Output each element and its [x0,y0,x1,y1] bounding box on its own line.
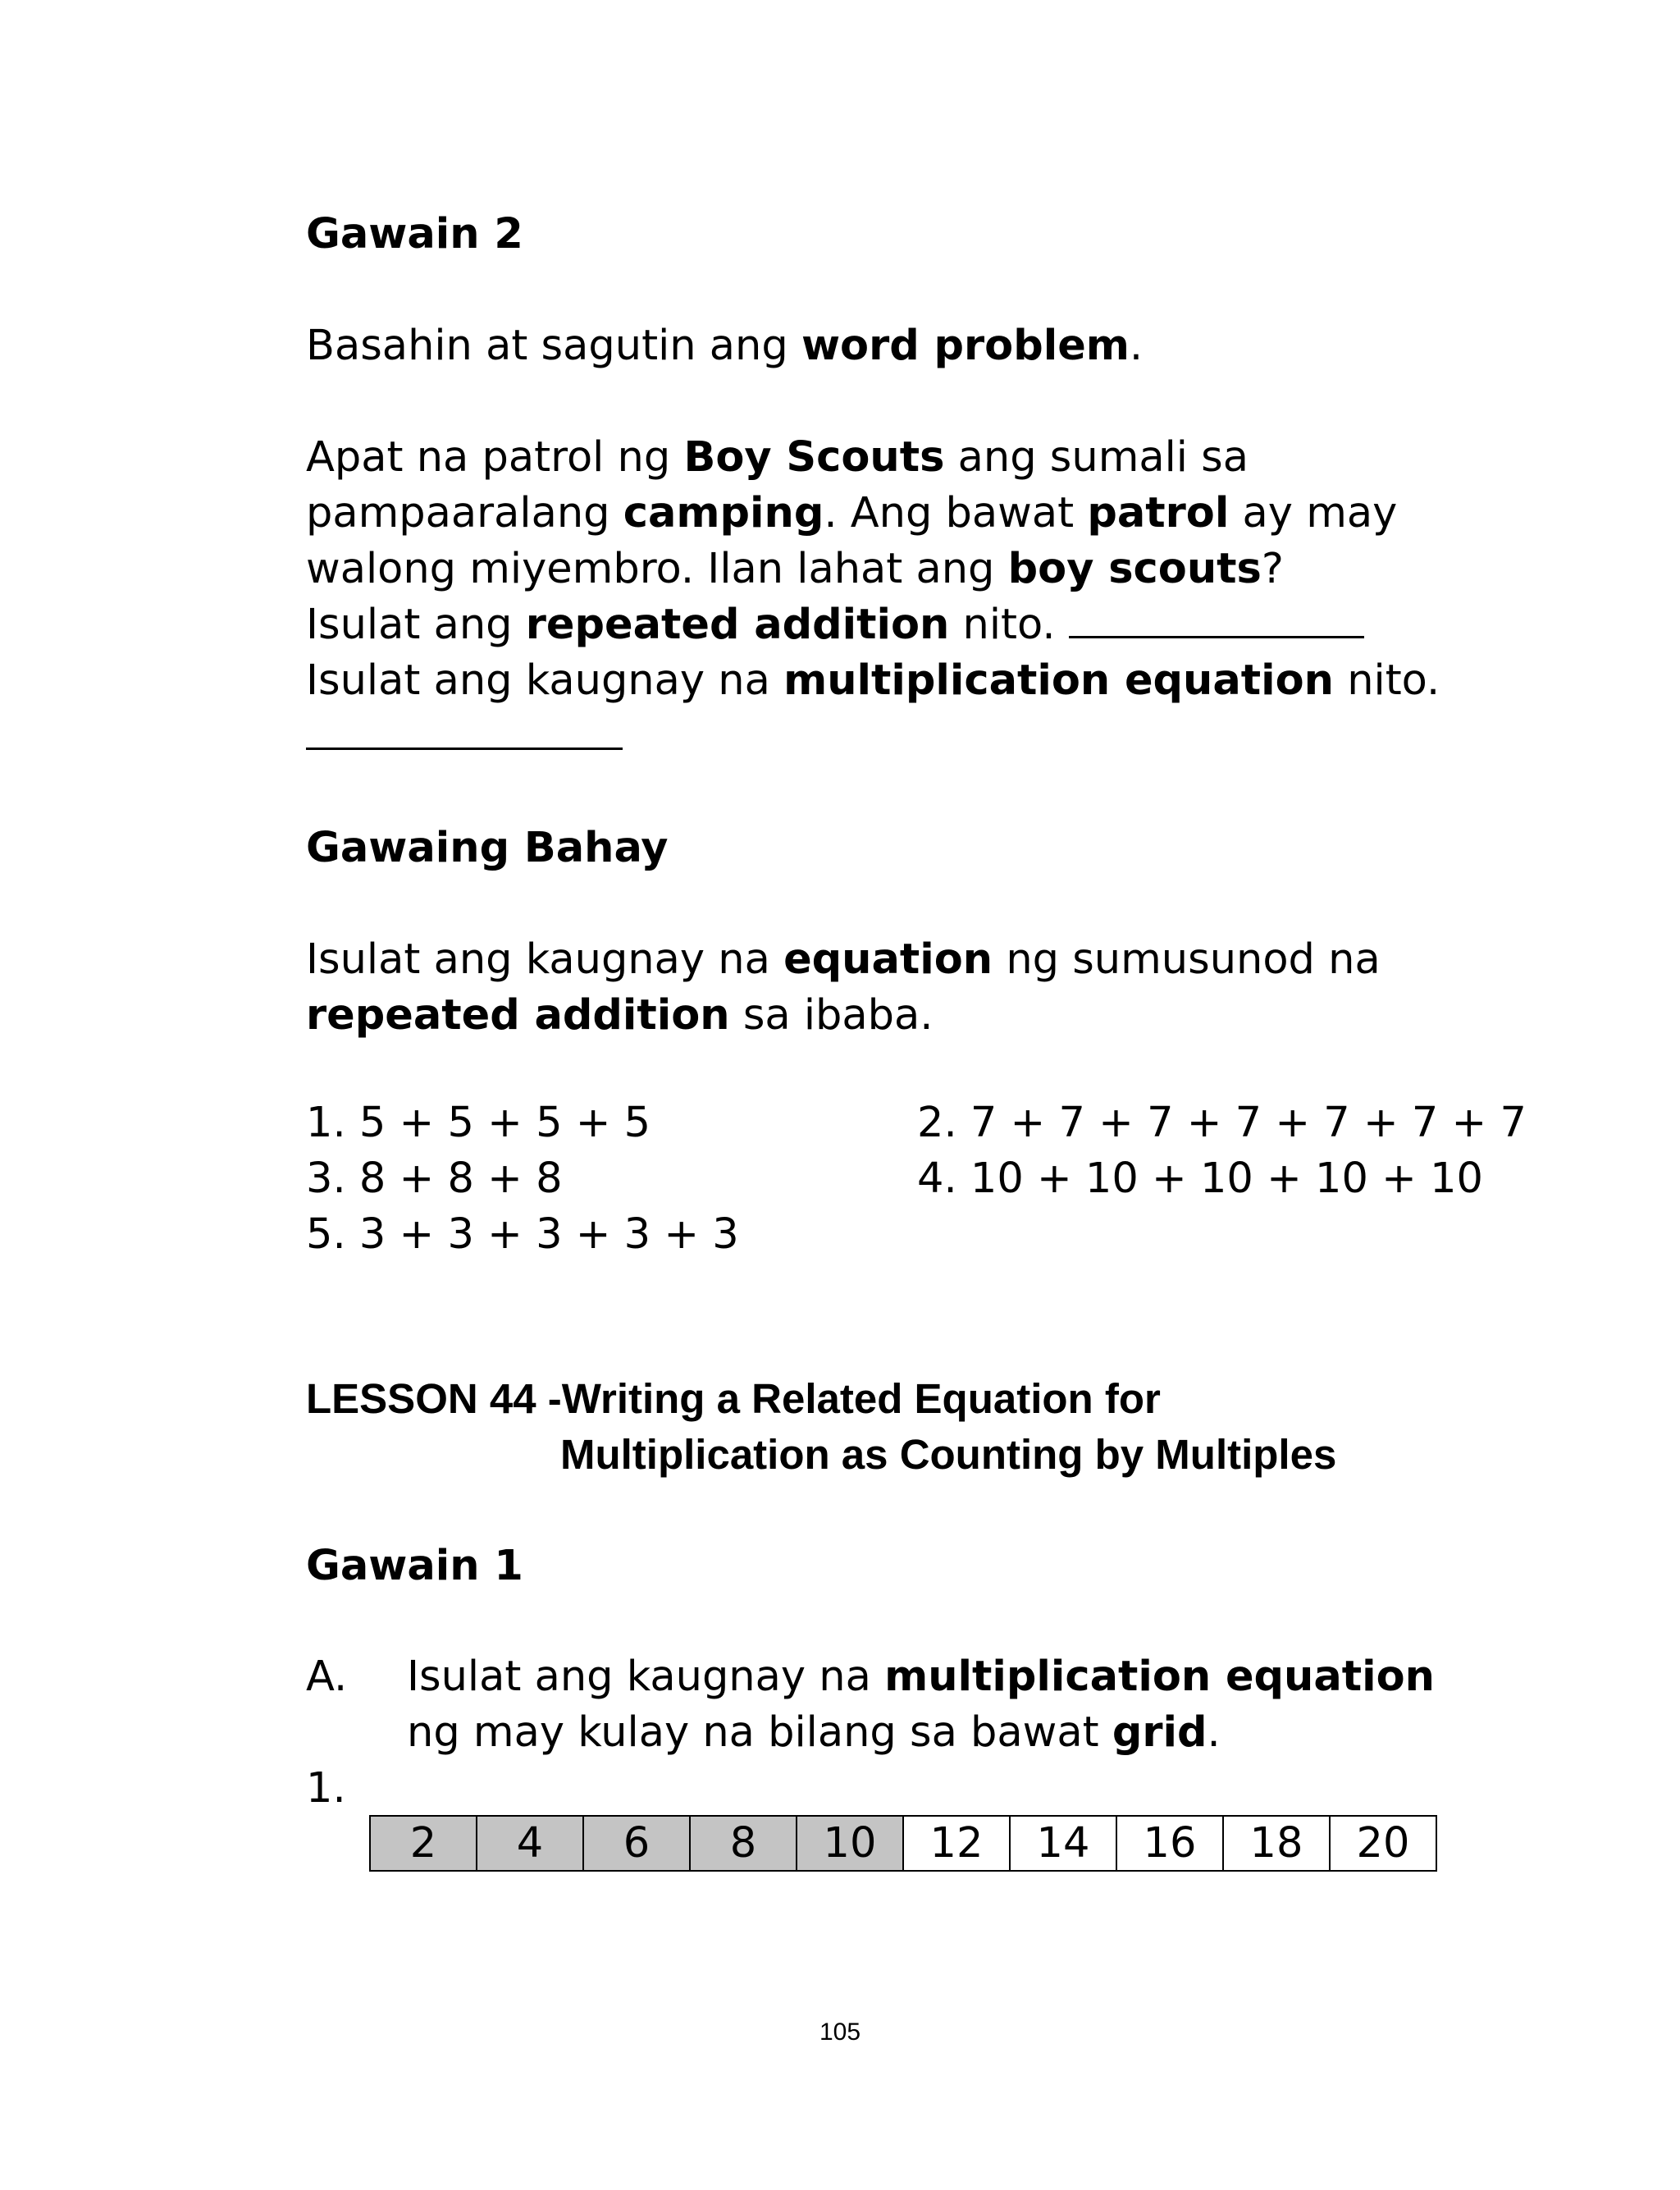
problem-line-4 [306,597,1364,653]
problem-line-2 [306,486,1397,542]
text: ng sumusunod na [993,935,1381,984]
text: Apat na patrol ng [306,433,684,482]
grid-cell: 4 [477,1816,583,1871]
grid-cell: 2 [370,1816,477,1871]
text-bold: patrol [1087,489,1230,537]
equation-item: 2. 7 + 7 + 7 + 7 + 7 + 7 + 7 [917,1099,1527,1147]
lesson-title-line-1: LESSON 44 -Writing a Related Equation for [306,1375,1161,1422]
grid-cell: 20 [1330,1816,1436,1871]
text: nito. [949,601,1069,649]
text: Isulat ang kaugnay na [407,1653,885,1701]
text: . [1129,322,1144,370]
text-bold: Boy Scouts [683,433,945,482]
text: nito. [1333,656,1440,705]
bahay-instruction-line-1 [306,932,1381,988]
gawain-1-heading: Gawain 1 [306,1542,523,1590]
grid-cell: 10 [797,1816,903,1871]
grid-row [370,1816,1436,1871]
text: Isulat ang kaugnay na [306,935,784,984]
grid-cell: 16 [1116,1816,1223,1871]
page-number: 105 [819,2019,861,2046]
grid-cell: 6 [583,1816,690,1871]
text-bold: multiplication equation [783,656,1334,705]
problem-line-6 [306,709,623,765]
gawain-2-heading: Gawain 2 [306,210,523,258]
text-bold: repeated addition [525,601,950,649]
problem-line-1 [306,430,1249,486]
text: ng may kulay na bilang sa bawat [407,1708,1112,1757]
bahay-instruction-line-2 [306,988,934,1044]
number-grid [369,1815,1437,1872]
text: . Ang bawat [824,489,1088,537]
text-bold: multiplication equation [884,1653,1435,1701]
text: ? [1261,545,1284,593]
grid-cell: 12 [903,1816,1010,1871]
problem-line-5 [306,653,1440,709]
text: ang sumali sa [944,433,1249,482]
text: ay may [1229,489,1398,537]
text: Basahin at sagutin ang [306,322,801,370]
text: sa ibaba. [729,991,934,1040]
grid-item-number: 1. [306,1764,346,1813]
text: Isulat ang [306,601,526,649]
lesson-title-line-2: Multiplication as Counting by Multiples [560,1431,1337,1478]
part-a-instruction-line-1 [407,1649,1435,1705]
answer-blank[interactable] [306,715,623,750]
text: walong miyembro. Ilan lahat ang [306,545,1008,593]
gawain-2-instruction [306,318,1143,374]
text: pampaaralang [306,489,623,537]
text-bold: grid [1112,1708,1208,1757]
text-bold: repeated addition [306,991,730,1040]
text-bold: camping [623,489,824,537]
text-bold: equation [783,935,993,984]
text: . [1207,1708,1221,1757]
problem-line-3 [306,542,1284,597]
grid-cell: 8 [690,1816,797,1871]
gawaing-bahay-heading: Gawaing Bahay [306,824,669,872]
text: Isulat ang kaugnay na [306,656,784,705]
part-a-label: A. [306,1653,348,1701]
text-bold: word problem [801,322,1130,370]
grid-cell: 18 [1223,1816,1330,1871]
part-a-instruction-line-2 [407,1705,1221,1761]
equation-item: 3. 8 + 8 + 8 [306,1154,563,1203]
equation-item: 1. 5 + 5 + 5 + 5 [306,1099,651,1147]
text-bold: boy scouts [1007,545,1262,593]
equation-item: 5. 3 + 3 + 3 + 3 + 3 [306,1210,739,1259]
grid-cell: 14 [1010,1816,1116,1871]
answer-blank[interactable] [1069,603,1364,638]
equation-item: 4. 10 + 10 + 10 + 10 + 10 [917,1154,1483,1203]
